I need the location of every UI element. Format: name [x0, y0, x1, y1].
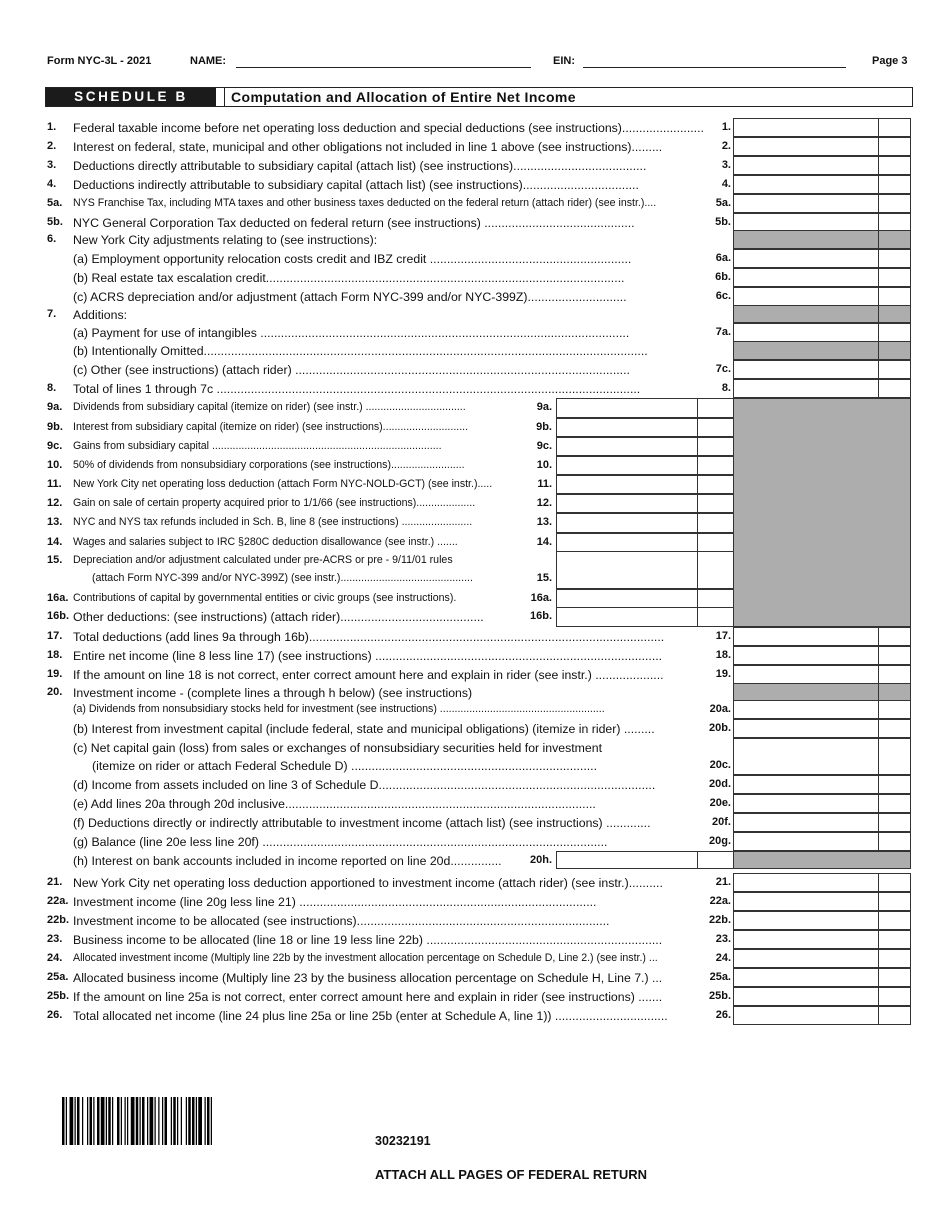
barcode-bar — [75, 1097, 76, 1145]
amount-field-line-8[interactable] — [733, 268, 911, 287]
barcode-bar — [97, 1097, 100, 1145]
line-label: 5a. — [715, 197, 731, 209]
line-description: Interest from subsidiary capital (itemize on rider) (see instructions)............................. — [73, 421, 469, 433]
line-label: 20f. — [712, 816, 731, 828]
cents-divider — [878, 176, 879, 193]
line-number: 2. — [47, 140, 57, 152]
line-label: 9b. — [536, 421, 552, 433]
line-label: 20d. — [708, 778, 731, 790]
barcode-bar — [188, 1097, 191, 1145]
barcode-bar — [136, 1097, 139, 1145]
cents-divider — [878, 288, 879, 305]
line-label: 20a. — [709, 703, 731, 715]
line-description: (attach Form NYC-399 and/or NYC-399Z) (see instr.)............................................. — [92, 572, 473, 584]
line-description: Deductions directly attributable to subsidiary capital (attach list) (see instructions)....................................... — [73, 159, 647, 173]
cents-divider — [878, 157, 879, 174]
line-description: New York City adjustments relating to (see instructions): — [73, 233, 378, 247]
line-label: 9c. — [536, 440, 552, 452]
line-description: (h) Interest on bank accounts included in income reported on line 20d............... — [73, 854, 502, 868]
line-description: If the amount on line 18 is not correct, enter correct amount here and explain in rider (see instr.) .................... — [73, 668, 664, 682]
line-label: 20c. — [709, 759, 731, 771]
line-label: 18. — [715, 649, 731, 661]
amount-field-line-42[interactable] — [733, 911, 911, 930]
line-description: NYS Franchise Tax, including MTA taxes and other business taxes deducted on the federal return (attach rider) (see instr.).... — [73, 197, 657, 209]
line-description: Entire net income (line 8 less line 17) (see instructions) .................................................................................... — [73, 649, 663, 663]
cents-divider — [878, 361, 879, 378]
line-label: 25a. — [709, 971, 731, 983]
line-label: 4. — [721, 178, 731, 190]
cents-divider — [878, 776, 879, 793]
cents-divider — [878, 119, 879, 136]
cents-divider — [878, 250, 879, 267]
amount-field-line-37[interactable] — [733, 813, 911, 832]
line-label: 25b. — [708, 990, 731, 1002]
amount-field-line-14[interactable] — [733, 379, 911, 398]
line-description: Gain on sale of certain property acquired prior to 1/1/66 (see instructions).................... — [73, 497, 476, 509]
line-number: 21. — [47, 876, 63, 888]
cents-divider — [697, 399, 698, 417]
cents-divider — [878, 666, 879, 683]
line-number: 1. — [47, 121, 57, 133]
cents-divider — [697, 552, 698, 588]
inner-amount-field-line-15[interactable] — [556, 398, 734, 418]
inner-amount-field-line-22[interactable] — [556, 533, 734, 552]
amount-field-line-13[interactable] — [733, 360, 911, 379]
line-description: NYC and NYS tax refunds included in Sch. B, line 8 (see instructions) ........................ — [73, 516, 473, 528]
amount-field-line-30 — [733, 683, 911, 701]
inner-amount-field-line-26[interactable] — [556, 607, 734, 627]
barcode-image — [62, 1097, 272, 1145]
line-label: 6a. — [715, 252, 731, 264]
line-description: (a) Payment for use of intangibles ............................................................................................................ — [73, 326, 630, 340]
line-number: 17. — [47, 630, 63, 642]
cents-divider — [878, 814, 879, 831]
schedule-heading — [45, 87, 913, 107]
line-number: 24. — [47, 952, 63, 964]
cents-divider — [697, 457, 698, 474]
line-description: (b) Interest from investment capital (include federal, state and municipal obligations) (itemize in rider) ......... — [73, 722, 655, 736]
amount-field-line-32[interactable] — [733, 719, 911, 738]
line-description: Investment income - (complete lines a through h below) (see instructions) — [73, 686, 473, 700]
line-description: Business income to be allocated (line 18 or line 19 less line 22b) ..................................................................... — [73, 933, 663, 947]
line-label: 1. — [721, 121, 731, 133]
inner-amount-field-line-17[interactable] — [556, 437, 734, 456]
line-label: 13. — [536, 516, 552, 528]
line-label: 9a. — [536, 401, 552, 413]
line-description: New York City net operating loss deduction apportioned to investment income (attach rider) (see instr.).......... — [73, 876, 663, 890]
amount-field-line-34[interactable] — [733, 738, 911, 775]
amount-field-line-47[interactable] — [733, 1006, 911, 1025]
barcode-bar — [142, 1097, 145, 1145]
line-label: 20e. — [709, 797, 731, 809]
barcode-bar — [196, 1097, 197, 1145]
line-number: 22b. — [47, 914, 70, 926]
line-description: (b) Real estate tax escalation credit......................................................................................................... — [73, 271, 625, 285]
barcode-bar — [147, 1097, 148, 1145]
line-label: 22b. — [708, 914, 731, 926]
barcode-bar — [90, 1097, 93, 1145]
schedule-line-row — [0, 497, 950, 516]
schedule-line-row — [0, 401, 950, 420]
line-description: Other deductions: (see instructions) (attach rider).......................................... — [73, 610, 484, 624]
line-label: 3. — [721, 159, 731, 171]
cents-divider — [878, 628, 879, 645]
cents-divider — [697, 514, 698, 532]
cents-divider — [697, 590, 698, 607]
line-description: (a) Employment opportunity relocation costs credit and IBZ credit ........................................................... — [73, 252, 632, 266]
schedule-line-row — [0, 554, 950, 573]
schedule-line-row — [0, 421, 950, 440]
line-description: (d) Income from assets included on line 3 of Schedule D................................................................................. — [73, 778, 656, 792]
barcode-bar — [192, 1097, 195, 1145]
cents-divider — [878, 324, 879, 341]
barcode-bar — [121, 1097, 122, 1145]
cents-divider — [878, 701, 879, 718]
barcode-bar — [131, 1097, 135, 1145]
schedule-line-row — [0, 592, 950, 611]
amount-field-line-40[interactable] — [733, 873, 911, 892]
amount-field-line-6 — [733, 230, 911, 249]
line-label: 20b. — [708, 722, 731, 734]
amount-field-line-28[interactable] — [733, 646, 911, 665]
inner-amount-field-line-24[interactable] — [556, 551, 734, 589]
cents-divider — [697, 852, 698, 868]
amount-field-line-46[interactable] — [733, 987, 911, 1006]
line-label: 6c. — [715, 290, 731, 302]
barcode-bar — [173, 1097, 176, 1145]
cents-divider — [878, 342, 879, 359]
barcode-bar — [155, 1097, 156, 1145]
cents-divider — [697, 608, 698, 626]
barcode-bar — [106, 1097, 107, 1145]
barcode-number: 30232191 — [375, 1134, 431, 1148]
cents-divider — [878, 138, 879, 155]
line-number: 19. — [47, 668, 63, 680]
line-description: Contributions of capital by governmental entities or civic groups (see instructions). — [73, 592, 457, 604]
line-label: 16a. — [530, 592, 552, 604]
form-id: Form NYC-3L - 2021 — [47, 55, 152, 67]
schedule-tag: SCHEDULE B — [46, 88, 216, 106]
line-description: NYC General Corporation Tax deducted on federal return (see instructions) ............................................ — [73, 216, 635, 230]
line-description: Depreciation and/or adjustment calculated under pre-ACRS or pre - 9/11/01 rules — [73, 554, 453, 566]
line-number: 12. — [47, 497, 63, 509]
line-description: If the amount on line 25a is not correct, enter correct amount here and explain in rider (see instructions) ....... — [73, 990, 663, 1004]
schedule-line-row — [0, 459, 950, 478]
cents-divider — [878, 739, 879, 774]
line-description: Investment income (line 20g less line 21) ....................................................................................... — [73, 895, 597, 909]
cents-divider — [878, 969, 879, 986]
cents-divider — [697, 476, 698, 493]
cents-divider — [878, 893, 879, 910]
line-label: 6b. — [715, 271, 731, 283]
line-label: 8. — [721, 382, 731, 394]
barcode-bar — [177, 1097, 178, 1145]
line-number: 18. — [47, 649, 63, 661]
line-description: Gains from subsidiary capital .............................................................................. — [73, 440, 442, 452]
amount-field-line-43[interactable] — [733, 930, 911, 949]
line-label: 7c. — [715, 363, 731, 375]
amount-field-line-45[interactable] — [733, 968, 911, 987]
line-description: (c) Other (see instructions) (attach rider) .................................................................................................. — [73, 363, 630, 377]
schedule-line-row — [0, 536, 950, 555]
inner-amount-field-line-25[interactable] — [556, 589, 734, 608]
name-label: NAME: — [190, 55, 227, 67]
line-number: 14. — [47, 536, 63, 548]
line-number: 15. — [47, 554, 63, 566]
line-description: (c) ACRS depreciation and/or adjustment (attach Form NYC-399 and/or NYC-399Z)............................. — [73, 290, 627, 304]
line-number: 16b. — [47, 610, 70, 622]
cents-divider — [878, 684, 879, 700]
line-label: 5b. — [715, 216, 731, 228]
line-number: 6. — [47, 233, 57, 245]
amount-field-line-9[interactable] — [733, 287, 911, 306]
line-description: Additions: — [73, 308, 128, 322]
amount-field-line-31[interactable] — [733, 700, 911, 719]
attach-note: ATTACH ALL PAGES OF FEDERAL RETURN — [375, 1167, 648, 1182]
amount-field-line-44[interactable] — [733, 949, 911, 968]
line-number: 16a. — [47, 592, 69, 604]
barcode-bar — [101, 1097, 105, 1145]
cents-divider — [878, 931, 879, 948]
cents-divider — [878, 720, 879, 737]
cents-divider — [878, 874, 879, 891]
line-label: 2. — [721, 140, 731, 152]
inner-amount-field-line-20[interactable] — [556, 494, 734, 513]
schedule-title: Computation and Allocation of Entire Net Income — [224, 88, 576, 106]
line-label: 24. — [715, 952, 731, 964]
schedule-line-row — [0, 572, 950, 591]
line-label: 11. — [537, 478, 552, 490]
barcode-bar — [165, 1097, 168, 1145]
amount-field-line-29[interactable] — [733, 665, 911, 684]
line-description: Total deductions (add lines 9a through 16b)........................................................................................................ — [73, 630, 665, 644]
line-label: 12. — [536, 497, 552, 509]
barcode-bar — [82, 1097, 83, 1145]
line-number: 5b. — [47, 216, 63, 228]
barcode-bar — [125, 1097, 126, 1145]
barcode-bar — [205, 1097, 206, 1145]
shaded-field — [733, 851, 911, 869]
line-description: New York City net operating loss deduction (attach Form NYC-NOLD-GCT) (see instr.)..... — [73, 478, 493, 490]
line-description: Allocated business income (Multiply line 23 by the business allocation percentage on Schedule H, Line 7.) ... — [73, 971, 663, 985]
line-label: 23. — [715, 933, 731, 945]
line-description: (a) Dividends from nonsubsidiary stocks held for investment (see instructions) ........................................................ — [73, 703, 605, 715]
amount-field-line-11[interactable] — [733, 323, 911, 342]
line-description: 50% of dividends from nonsubsidiary corporations (see instructions)......................... — [73, 459, 465, 471]
line-description: Investment income to be allocated (see instructions).......................................................................... — [73, 914, 610, 928]
line-number: 23. — [47, 933, 63, 945]
line-description: (f) Deductions directly or indirectly attributable to investment income (attach list) (see instructions) ............. — [73, 816, 651, 830]
amount-field-line-27[interactable] — [733, 627, 911, 646]
line-number: 7. — [47, 308, 57, 320]
amount-field-line-38[interactable] — [733, 832, 911, 851]
line-description: Federal taxable income before net operating loss deduction and special deductions (see instructions)........................ — [73, 121, 704, 135]
barcode-bar — [198, 1097, 202, 1145]
cents-divider — [878, 231, 879, 248]
barcode-bar — [66, 1097, 67, 1145]
line-number: 10. — [47, 459, 63, 471]
amount-field-line-35[interactable] — [733, 775, 911, 794]
line-number: 25b. — [47, 990, 70, 1002]
amount-field-line-10 — [733, 305, 911, 323]
line-description: Allocated investment income (Multiply line 22b by the investment allocation percentage on Schedule D, Line 2.) (see instr.) ... — [73, 952, 658, 964]
barcode-bar — [112, 1097, 113, 1145]
barcode-bar — [127, 1097, 128, 1145]
barcode-bar — [181, 1097, 182, 1145]
line-label: 19. — [715, 668, 731, 680]
line-label: 20h. — [529, 854, 552, 866]
amount-field-line-41[interactable] — [733, 892, 911, 911]
inner-amount-field-line-21[interactable] — [556, 513, 734, 533]
cents-divider — [878, 833, 879, 850]
inner-amount-field-line-39[interactable] — [556, 851, 734, 869]
line-description: (g) Balance (line 20e less line 20f) ..................................................................................................... — [73, 835, 608, 849]
line-description: Dividends from subsidiary capital (itemize on rider) (see instr.) .................................. — [73, 401, 466, 413]
line-label: 17. — [715, 630, 731, 642]
barcode-bar — [211, 1097, 212, 1145]
line-description: Wages and salaries subject to IRC §280C deduction disallowance (see instr.) ....... — [73, 536, 458, 548]
schedule-line-row — [0, 516, 950, 535]
line-number: 9a. — [47, 401, 63, 413]
line-number: 4. — [47, 178, 57, 190]
cents-divider — [878, 1007, 879, 1024]
amount-field-line-2[interactable] — [733, 156, 911, 175]
cents-divider — [878, 269, 879, 286]
barcode-bar — [70, 1097, 74, 1145]
line-description: Total of lines 1 through 7c ............................................................................................................................ — [73, 382, 641, 396]
name-input[interactable] — [236, 67, 531, 68]
amount-field-line-36[interactable] — [733, 794, 911, 813]
ein-label: EIN: — [553, 55, 575, 67]
line-number: 5a. — [47, 197, 63, 209]
inner-amount-field-line-18[interactable] — [556, 456, 734, 475]
line-number: 22a. — [47, 895, 69, 907]
barcode-bar — [162, 1097, 163, 1145]
amount-field-line-0[interactable] — [733, 118, 911, 137]
line-description: Total allocated net income (line 24 plus line 25a or line 25b (enter at Schedule A, line 1)) ................................. — [73, 1009, 668, 1023]
line-label: 22a. — [709, 895, 731, 907]
barcode-bar — [93, 1097, 94, 1145]
barcode-bar — [108, 1097, 111, 1145]
line-label: 26. — [715, 1009, 731, 1021]
line-label: 7a. — [715, 326, 731, 338]
line-number: 3. — [47, 159, 57, 171]
page-number: Page 3 — [872, 55, 908, 67]
line-number: 11. — [47, 478, 62, 490]
line-label: 10. — [536, 459, 552, 471]
barcode-bar — [62, 1097, 65, 1145]
barcode-bar — [87, 1097, 88, 1145]
line-description: (b) Intentionally Omitted.................................................................................................................................. — [73, 344, 648, 358]
amount-field-line-4[interactable] — [733, 194, 911, 213]
barcode-bar — [207, 1097, 210, 1145]
amount-field-line-3[interactable] — [733, 175, 911, 194]
barcode-bar — [117, 1097, 120, 1145]
line-label: 20g. — [708, 835, 731, 847]
line-number: 9c. — [47, 440, 63, 452]
line-description: (itemize on rider or attach Federal Schedule D) ........................................................................ — [92, 759, 598, 773]
line-description: (e) Add lines 20a through 20d inclusive........................................................................................... — [73, 797, 596, 811]
barcode-bar — [150, 1097, 154, 1145]
line-label: 14. — [536, 536, 552, 548]
line-label: 21. — [715, 876, 731, 888]
barcode-bar — [171, 1097, 172, 1145]
line-number: 13. — [47, 516, 63, 528]
cents-divider — [878, 795, 879, 812]
cents-divider — [697, 534, 698, 551]
line-number: 8. — [47, 382, 57, 394]
amount-field-line-1[interactable] — [733, 137, 911, 156]
ein-input[interactable] — [583, 67, 846, 68]
barcode-bar — [77, 1097, 80, 1145]
line-number: 25a. — [47, 971, 69, 983]
line-number: 20. — [47, 686, 63, 698]
barcode-bar — [140, 1097, 141, 1145]
line-label: 16b. — [529, 610, 552, 622]
inner-amount-field-line-16[interactable] — [556, 418, 734, 437]
schedule-line-row — [0, 440, 950, 459]
line-label: 15. — [536, 572, 552, 584]
line-number: 26. — [47, 1009, 63, 1021]
cents-divider — [878, 988, 879, 1005]
line-description: (c) Net capital gain (loss) from sales or exchanges of nonsubsidiary securities held for investment — [73, 741, 603, 755]
cents-divider — [878, 950, 879, 967]
schedule-line-row — [0, 478, 950, 497]
amount-field-line-7[interactable] — [733, 249, 911, 268]
cents-divider — [878, 380, 879, 397]
cents-divider — [878, 195, 879, 212]
line-number: 9b. — [47, 421, 63, 433]
barcode-bar — [186, 1097, 187, 1145]
inner-amount-field-line-19[interactable] — [556, 475, 734, 494]
barcode-bar — [158, 1097, 159, 1145]
cents-divider — [697, 495, 698, 512]
line-description: Interest on federal, state, municipal and other obligations not included in line 1 above (see instructions)......... — [73, 140, 663, 154]
cents-divider — [697, 419, 698, 436]
amount-field-line-12 — [733, 341, 911, 360]
line-description: Deductions indirectly attributable to subsidiary capital (attach list) (see instructions).................................. — [73, 178, 639, 192]
cents-divider — [878, 912, 879, 929]
cents-divider — [878, 306, 879, 322]
cents-divider — [878, 647, 879, 664]
cents-divider — [697, 438, 698, 455]
cents-divider — [878, 214, 879, 231]
